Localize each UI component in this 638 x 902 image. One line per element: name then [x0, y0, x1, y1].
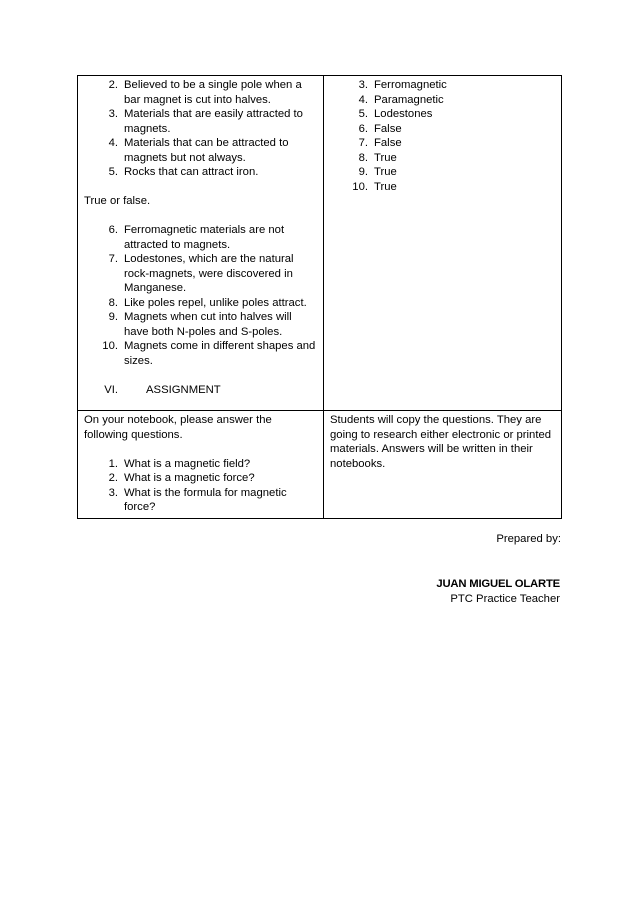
list-item — [84, 107, 318, 136]
item-number: 9. — [358, 166, 368, 178]
question-item — [84, 486, 318, 515]
assignment-heading — [84, 383, 318, 398]
answers-cell — [324, 76, 562, 411]
item-text: Ferromagnetic — [374, 79, 447, 91]
student-activity-cell — [324, 411, 562, 519]
item-number: 3. — [108, 486, 118, 499]
activity-cell — [78, 76, 324, 411]
item-text: What is the formula for magnetic force? — [124, 486, 287, 513]
item-text: Lodestones — [374, 108, 433, 120]
list-item — [84, 310, 318, 339]
item-text: Believed to be a single pole when a bar magnet is cut into halves. — [124, 79, 302, 106]
section-number: VI. — [104, 383, 118, 396]
item-number: 5. — [358, 108, 368, 120]
item-text: Paramagnetic — [374, 93, 444, 106]
answer-item — [330, 136, 556, 151]
list-item — [84, 165, 318, 180]
list-item — [84, 136, 318, 165]
item-number: 4. — [108, 137, 118, 149]
section-label: ASSIGNMENT — [146, 383, 221, 396]
assignment-questions-list — [84, 457, 318, 515]
item-number: 2. — [108, 79, 118, 91]
teacher-role: PTC Practice Teacher — [450, 593, 560, 605]
item-number: 3. — [108, 108, 118, 120]
answer-item — [330, 180, 556, 195]
item-number: 9. — [108, 311, 118, 323]
table-row — [78, 411, 562, 519]
question-item — [84, 457, 318, 472]
item-text: True — [374, 166, 397, 178]
item-number: 6. — [358, 122, 368, 135]
assignment-instruction: On your notebook, please answer the following questions. — [84, 414, 272, 441]
item-number: 1. — [108, 457, 118, 470]
item-text: Ferromagnetic materials are not attracted to magnets. — [124, 224, 285, 251]
list-item — [84, 223, 318, 252]
item-number: 4. — [358, 93, 368, 106]
item-number: 7. — [358, 137, 368, 149]
item-number: 8. — [108, 296, 118, 309]
lesson-plan-table — [77, 75, 562, 519]
true-false-items-list — [84, 223, 318, 368]
list-item — [84, 296, 318, 311]
item-text: Rocks that can attract iron. — [124, 166, 259, 178]
answer-item — [330, 151, 556, 166]
item-text: What is a magnetic force? — [124, 472, 255, 484]
item-number: 3. — [358, 79, 368, 91]
answer-item — [330, 122, 556, 137]
item-number: 5. — [108, 166, 118, 178]
item-number: 10. — [352, 180, 368, 193]
item-text: Materials that are easily attracted to magnets. — [124, 108, 303, 135]
table-row — [78, 76, 562, 411]
item-text: Lodestones, which are the natural rock-magnets, were discovered in Manganese. — [124, 253, 294, 294]
item-number: 10. — [102, 340, 118, 352]
item-text: Like poles repel, unlike poles attract. — [124, 296, 307, 309]
item-text: True — [374, 151, 397, 164]
teacher-name: JUAN MIGUEL OLARTE — [436, 578, 560, 590]
assignment-cell — [78, 411, 324, 519]
student-activity-text: Students will copy the questions. They are going to research either electronic or printed materials. Answers will be written in their notebooks. — [330, 414, 552, 470]
item-text: What is a magnetic field? — [124, 457, 251, 470]
quiz-items-list — [84, 78, 318, 180]
item-number: 7. — [108, 253, 118, 265]
item-text: Materials that can be attracted to magnets but not always. — [124, 137, 289, 164]
item-number: 8. — [358, 151, 368, 164]
answer-item — [330, 165, 556, 180]
list-item — [84, 339, 318, 368]
list-item — [84, 252, 318, 296]
answer-key-list — [330, 78, 556, 194]
prepared-by-label: Prepared by: — [496, 533, 561, 545]
item-text: False — [374, 122, 402, 135]
item-text: Magnets come in different shapes and sizes. — [124, 340, 316, 367]
item-text: False — [374, 137, 402, 149]
item-text: Magnets when cut into halves will have both N-poles and S-poles. — [124, 311, 292, 338]
question-item — [84, 471, 318, 486]
answer-item — [330, 78, 556, 93]
item-number: 6. — [108, 224, 118, 236]
answer-item — [330, 93, 556, 108]
item-text: True — [374, 180, 397, 193]
item-number: 2. — [108, 472, 118, 484]
answer-item — [330, 107, 556, 122]
list-item — [84, 78, 318, 107]
true-false-heading: True or false. — [84, 195, 151, 207]
